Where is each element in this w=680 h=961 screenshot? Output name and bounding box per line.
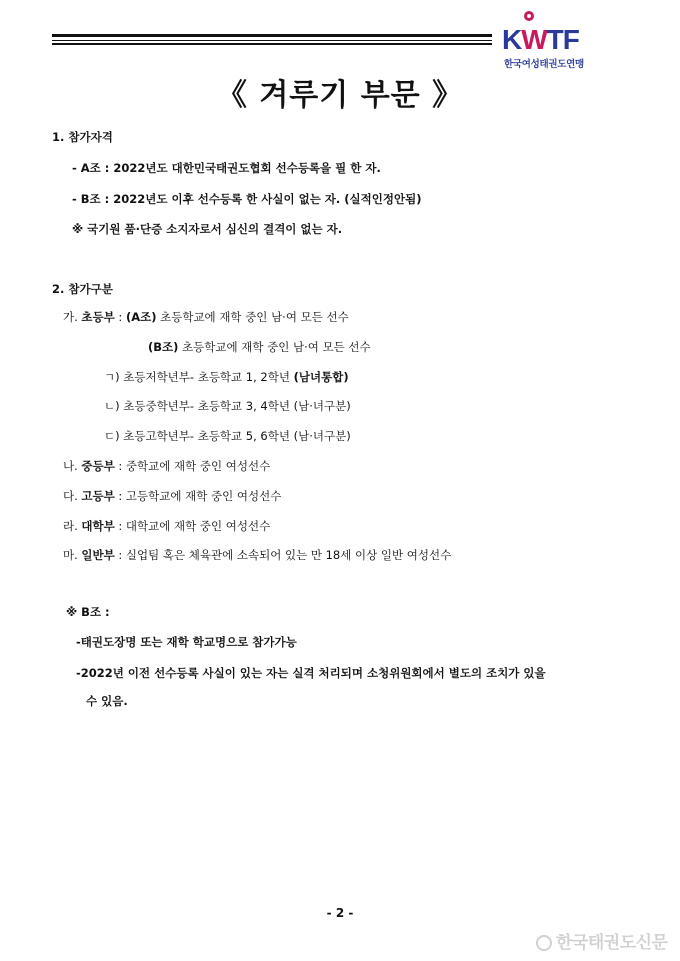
- section2-heading: 2. 참가구분: [52, 282, 113, 296]
- page-title: 《 겨루기 부문 》: [216, 78, 464, 113]
- watermark: 한국태권도신문: [536, 928, 667, 953]
- division-university: 라. 대학부 : 대학교에 재학 중인 여성선수: [63, 519, 271, 533]
- division-high-school: 다. 고등부 : 고등학교에 재학 중인 여성선수: [63, 489, 282, 503]
- division-elementary-a: 가. 초등부 : (A조) 초등학교에 재학 중인 남·여 모든 선수: [63, 310, 349, 324]
- note-heading: ※ B조 :: [66, 605, 110, 619]
- eligibility-note: ※ 국기원 품·단증 소지자로서 심신의 결격이 없는 자.: [72, 222, 343, 236]
- note-line-3: 수 있음.: [86, 694, 128, 708]
- eligibility-b: - B조 : 2022년도 이후 선수등록 한 사실이 없는 자. (실적인정안됨): [72, 192, 422, 206]
- logo-mark: KWTF: [502, 24, 579, 55]
- eligibility-a: - A조 : 2022년도 대한민국태권도협회 선수등록을 필 한 자.: [72, 161, 381, 175]
- kwtf-logo: [500, 8, 620, 68]
- section1-heading: 1. 참가자격: [52, 130, 113, 144]
- note-line-2: -2022년 이전 선수등록 사실이 있는 자는 실격 처리되며 소청위원회에서 별도의 조치가 있을: [76, 666, 546, 680]
- note-line-1: -태권도장명 또는 재학 학교명으로 참가가능: [76, 635, 297, 649]
- watermark-logo-icon: [536, 935, 552, 951]
- logo-org-name: 한국여성태권도연맹: [504, 59, 584, 70]
- division-middle-school: 나. 중등부 : 중학교에 재학 중인 여성선수: [63, 459, 271, 473]
- sub-division-upper: ㄷ) 초등고학년부- 초등학교 5, 6학년 (남·녀구분): [104, 429, 351, 443]
- page-number: - 2 -: [326, 906, 354, 920]
- sub-division-lower: ㄱ) 초등저학년부- 초등학교 1, 2학년 (남녀통합): [104, 370, 349, 384]
- flower-icon: [522, 10, 536, 22]
- division-general: 마. 일반부 : 실업팀 혹은 체육관에 소속되어 있는 만 18세 이상 일반 여성선수: [63, 548, 452, 562]
- sub-division-middle: ㄴ) 초등중학년부- 초등학교 3, 4학년 (남·녀구분): [104, 399, 351, 413]
- header-rule: [52, 34, 492, 45]
- division-elementary-b: (B조) 초등학교에 재학 중인 남·여 모든 선수: [148, 340, 371, 354]
